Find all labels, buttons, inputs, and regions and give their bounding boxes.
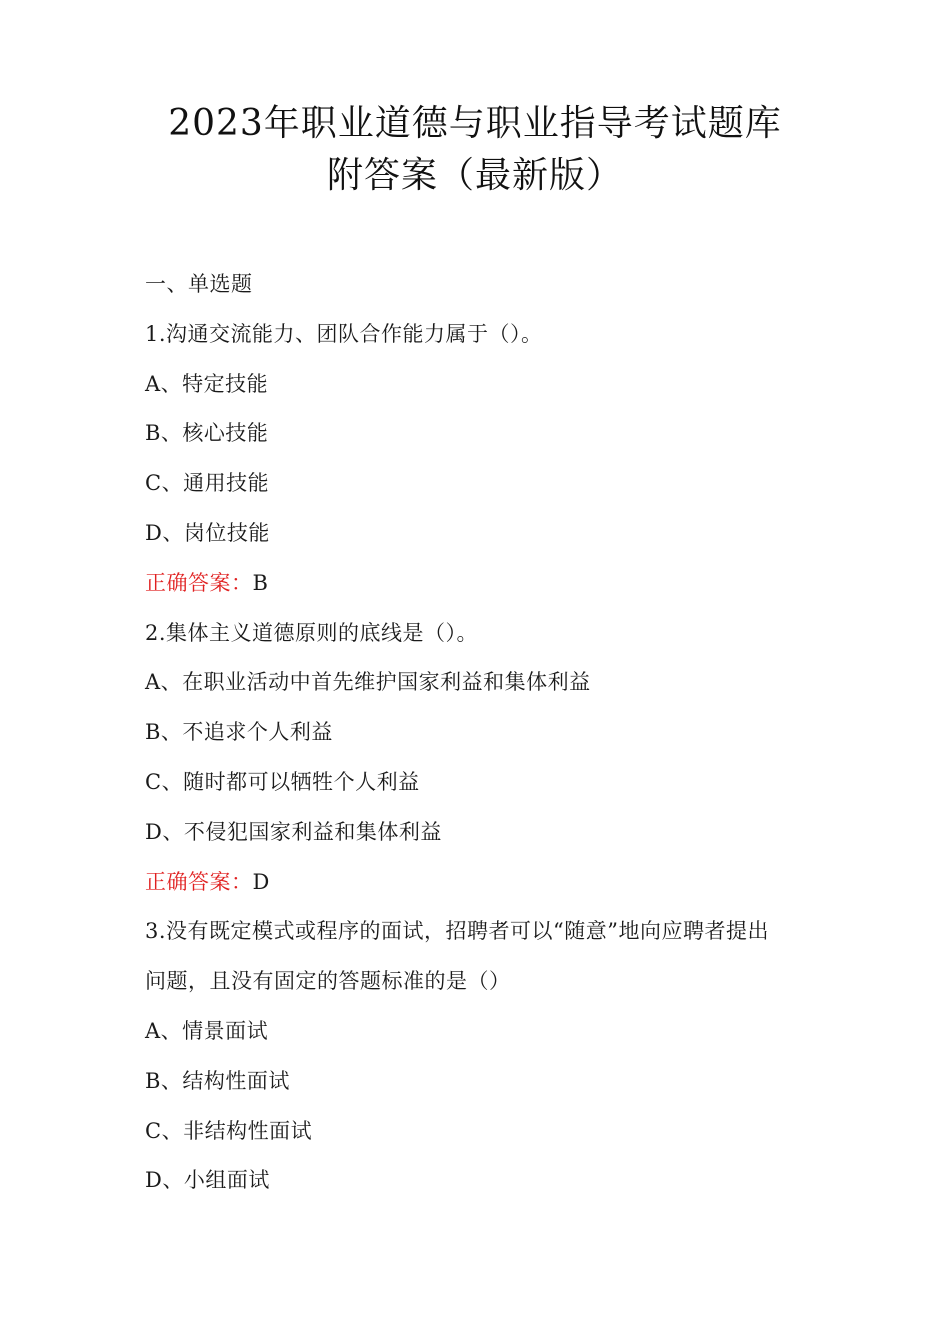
answer-value: D (252, 869, 270, 894)
question-2 (145, 609, 825, 908)
question-stem-line-1: 3.没有既定模式或程序的面试，招聘者可以“随意”地向应聘者提出 (145, 919, 770, 944)
question-stem: 2.集体主义道德原则的底线是（）。 (145, 620, 479, 645)
document-title-line-2: 附答案（最新版） (326, 155, 623, 196)
answer-line (145, 858, 825, 908)
option-b: B、不追求个人利益 (145, 720, 333, 745)
document-title-line-1: 2023年职业道德与职业指导考试题库 (168, 103, 782, 144)
option-a: A、在职业活动中首先维护国家利益和集体利益 (145, 670, 591, 695)
option-b: B、核心技能 (145, 421, 269, 446)
answer-label: 正确答案： (145, 570, 253, 595)
option-c: C、非结构性面试 (145, 1118, 313, 1143)
document-body (145, 260, 825, 1206)
option-c: C、随时都可以牺牲个人利益 (145, 769, 420, 794)
option-c: C、通用技能 (145, 471, 270, 496)
option-d: D、岗位技能 (145, 520, 270, 545)
option-b: B、结构性面试 (145, 1068, 290, 1093)
section-heading: 一、单选题 (145, 272, 253, 296)
answer-label: 正确答案： (145, 869, 253, 894)
question-1 (145, 310, 825, 609)
question-stem-line-2: 问题，且没有固定的答题标准的是（） (145, 969, 511, 994)
question-3 (145, 907, 825, 1206)
option-a: A、情景面试 (145, 1018, 269, 1043)
option-d: D、小组面试 (145, 1168, 270, 1193)
option-d: D、不侵犯国家利益和集体利益 (145, 819, 442, 844)
question-stem: 1.沟通交流能力、团队合作能力属于（）。 (145, 321, 543, 346)
option-a: A、特定技能 (145, 371, 269, 396)
answer-value: B (252, 570, 269, 595)
answer-line (145, 559, 825, 609)
